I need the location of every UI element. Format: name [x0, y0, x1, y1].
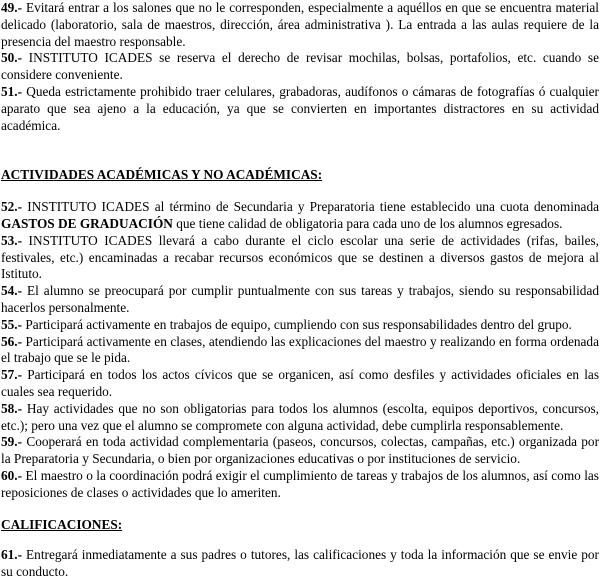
rule-59 — [1, 434, 599, 468]
spacer — [1, 533, 599, 547]
rule-text: que tiene calidad de obligatoria para cada uno de los alumnos egresados. — [172, 215, 563, 231]
rule-55 — [1, 317, 599, 334]
rule-text: Hay actividades que no son obligatorias para todos los alumnos (escolta, equipos deportivos, concursos, etc.); pero una vez que el alumno se compromete con alguna actividad, debe cumplirla responsablemente. — [1, 400, 599, 433]
rule-number: 54.- — [1, 283, 23, 299]
rule-text: INSTITUTO ICADES se reserva el derecho de revisar mochilas, bolsas, portafolios, etc. cuando se considere conveniente. — [1, 50, 599, 83]
rule-number: 61.- — [1, 547, 23, 563]
rule-text: INSTITUTO ICADES llevará a cabo durante el ciclo escolar una serie de actividades (rifas, bailes, festivales, etc.) encaminadas a recabar recursos económicos que se destinen a diversos gastos de mejora al Istituto. — [1, 232, 599, 282]
section-heading-actividades: ACTIVIDADES ACADÉMICAS Y NO ACADÉMICAS: — [1, 167, 323, 183]
rule-number: 51.- — [1, 83, 23, 99]
rule-text: Cooperará en toda actividad complementaria (paseos, concursos, colectas, campañas, etc.) organizada por la Preparatoria y Secundaria, o bien por organizaciones educativas o por instituciones de servicio. — [1, 434, 599, 467]
rule-text: INSTITUTO ICADES al término de Secundaria y Preparatoria tiene establecido una cuota denominada — [22, 199, 599, 215]
rule-text: Participará en todos los actos cívicos que se organicen, así como desfiles y actividades oficiales en las cuales sea requerido. — [1, 367, 599, 399]
rule-52 — [1, 199, 599, 233]
rule-number: 58.- — [1, 400, 23, 416]
rule-text: El maestro o la coordinación podrá exigir el cumplimiento de tareas y trabajos de los alumnos, así como las reposiciones de clases o actividades que lo ameriten. — [1, 467, 599, 500]
rule-number: 55.- — [1, 316, 23, 332]
rule-number: 50.- — [1, 50, 23, 66]
regulations-document — [1, 0, 599, 581]
spacer — [1, 184, 599, 199]
rule-number: 53.- — [1, 232, 23, 248]
spacer — [1, 502, 599, 517]
rule-58 — [1, 401, 599, 435]
rule-49 — [1, 0, 599, 50]
rule-56 — [1, 334, 599, 368]
rule-number: 52.- — [1, 199, 23, 215]
rule-number: 59.- — [1, 434, 23, 450]
rule-57 — [1, 367, 599, 401]
spacer — [1, 134, 599, 167]
rule-51 — [1, 84, 599, 134]
rule-text: Entregará inmediatamente a sus padres o tutores, las calificaciones y toda la información que se envie por su conducto. — [1, 547, 599, 580]
rule-53 — [1, 233, 599, 283]
rule-text: Queda estrictamente prohibido traer celulares, grabadoras, audífonos o cámaras de fotografías ó cualquier aparato que sea ajeno a la educación, ya que se convierten en importantes distractores en su actividad académica. — [1, 83, 599, 133]
rule-text: Evitará entrar a los salones que no le corresponden, especialmente a aquéllos en que se encuentra material delicado (laboratorio, sala de maestros, dirección, área administrativa ). La entrada a las aulas requiere de la presencia del maestro responsable. — [1, 0, 599, 49]
rule-text: El alumno se preocupará por cumplir puntualmente con sus tareas y trabajos, siendo su responsabilidad hacerlos personalmente. — [1, 283, 599, 315]
rule-number: 49.- — [1, 0, 23, 15]
rule-61 — [1, 547, 599, 581]
rule-number: 60.- — [1, 467, 23, 483]
rule-text: Participará activamente en clases, atendiendo las explicaciones del maestro y realizando en forma ordenada el trabajo que se le pida. — [1, 333, 599, 366]
rule-54 — [1, 283, 599, 317]
rule-60 — [1, 468, 599, 502]
rule-number: 57.- — [1, 367, 23, 383]
rule-50 — [1, 50, 599, 84]
section-heading-calificaciones: CALIFICACIONES: — [1, 516, 123, 532]
rule-number: 56.- — [1, 333, 23, 349]
rule-bold-term: GASTOS DE GRADUACIÓN — [1, 215, 173, 231]
rule-text: Participará activamente en trabajos de equipo, cumpliendo con sus responsabilidades dentro del grupo. — [22, 316, 572, 332]
